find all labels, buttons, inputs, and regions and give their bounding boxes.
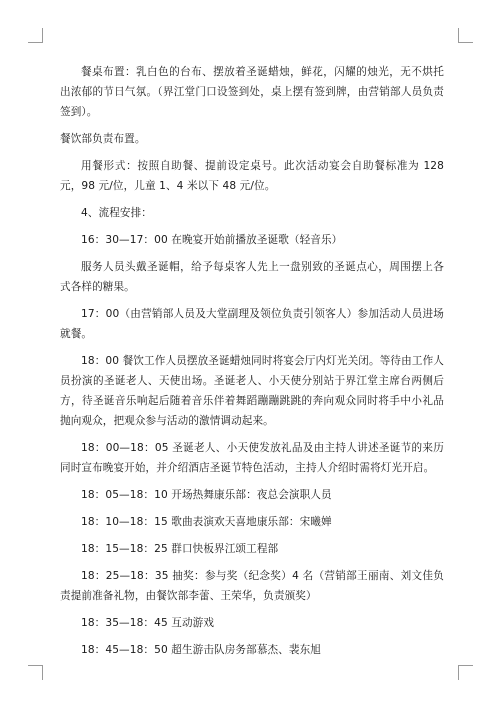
schedule-item-song: 18：10—18：15 歌曲表演欢天喜地康乐部：宋曦婵	[81, 516, 332, 528]
schedule-item-guest-entry: 17：00（由营销部人员及大堂副理及领位负责引领客人）参加活动人员进场就餐。	[60, 308, 444, 340]
crop-mark-bottom-right	[458, 665, 473, 680]
paragraph-staff-service: 服务人员头戴圣诞帽，给予每桌客人先上一盘别致的圣诞点心，周围摆上各式各样的糖果。	[60, 261, 444, 293]
schedule-item-lottery: 18：25—18：35 抽奖：参与奖（纪念奖）4 名（营销部王丽南、刘文佳负责提前准备礼物，由餐饮部李蕾、王荣华，负责颁奖）	[60, 570, 444, 602]
crop-mark-top-left	[28, 28, 43, 43]
document-body	[60, 62, 444, 667]
crop-mark-top-right	[458, 28, 473, 43]
paragraph-dining-format: 用餐形式：按照自助餐、提前设定桌号。此次活动宴会自助餐标准为 128 元，98 元/位，儿童 1、4 米以下 48 元/位。	[60, 160, 444, 192]
paragraph-table-setup: 餐桌布置：乳白色的台布、摆放着圣诞蜡烛，鲜花，闪耀的烛光，无不烘托出浓郁的节日气氛。（界江堂门口设签到处，桌上摆有签到牌，由营销部人员负责签到）。	[60, 66, 444, 118]
schedule-item-santa-entrance: 18：00 餐饮工作人员摆放圣诞蜡烛同时将宴会厅内灯光关闭。等待由工作人员扮演的圣诞老人、天使出场。圣诞老人、小天使分别站于界江堂主席台两侧后方，待圣诞音乐响起后随着音乐伴着舞蹈蹦蹦跳跳的奔向观众同时将手中小礼品抛向观众，把观众参与活动的激情调动起来。	[60, 355, 444, 427]
schedule-item-interactive-game: 18：35—18：45 互动游戏	[81, 617, 215, 629]
schedule-item-kuaiban: 18：15—18：25 群口快板界江颂工程部	[81, 543, 279, 555]
paragraph-catering-responsibility: 餐饮部负责布置。	[60, 133, 146, 145]
schedule-item-background-music: 16：30—17：00 在晚宴开始前播放圣诞歌（轻音乐）	[81, 234, 343, 246]
schedule-item-skit: 18：45—18：50 超生游击队房务部慕杰、裴东旭	[81, 644, 321, 656]
crop-mark-bottom-left	[28, 665, 43, 680]
schedule-item-gift-giving: 18：00—18：05 圣诞老人、小天使发放礼品及由主持人讲述圣诞节的来历同时宣布晚宴开始，并介绍酒店圣诞节特色活动，主持人介绍时需将灯光开启。	[60, 442, 444, 474]
section-heading-schedule: 4、流程安排：	[81, 207, 153, 219]
schedule-item-opening-dance: 18：05—18：10 开场热舞康乐部：夜总会演职人员	[81, 489, 332, 501]
